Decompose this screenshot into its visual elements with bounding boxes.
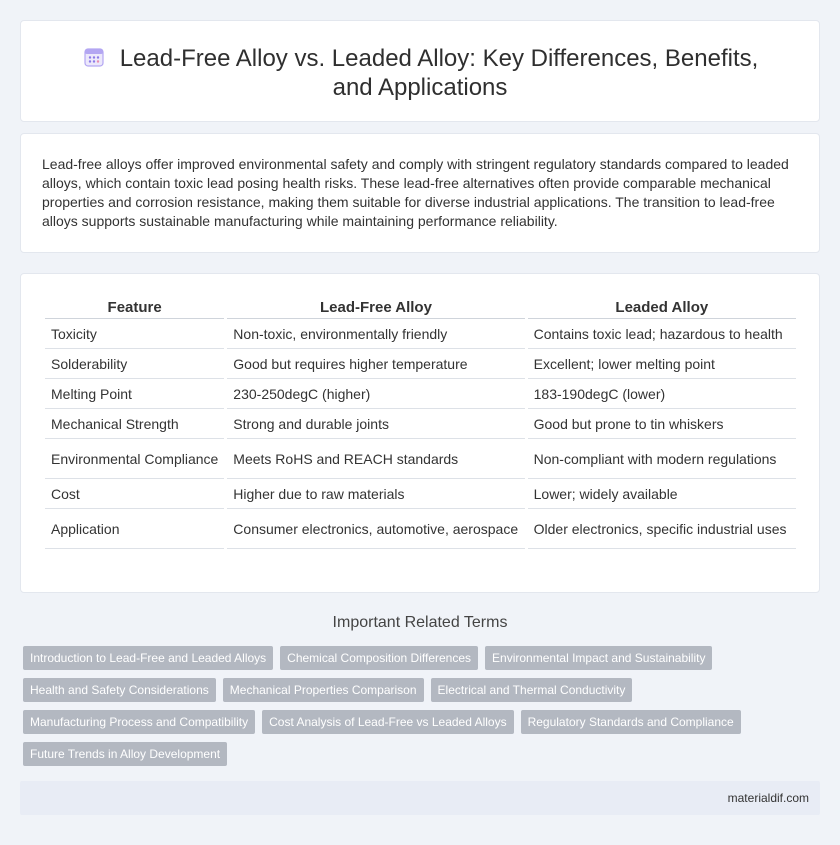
table-row [45,509,796,549]
table-cell: Lower; widely available [528,479,796,509]
table-cell: Good but requires higher temperature [227,349,524,379]
footer [20,781,820,815]
comparison-table-card [20,273,820,593]
table-cell: Cost [45,479,224,509]
tag-row [23,710,823,734]
tag-row [23,742,823,766]
related-term-tag[interactable]: Chemical Composition Differences [280,646,478,670]
table-row [45,379,796,409]
table-cell: Higher due to raw materials [227,479,524,509]
calendar-icon [82,45,106,69]
table-row [45,319,796,349]
page-title: Lead-Free Alloy vs. Leaded Alloy: Key Differences, Benefits, and Applications [119,45,759,101]
table-row [45,479,796,509]
table-cell: Non-toxic, environmentally friendly [227,319,524,349]
table-cell: Older electronics, specific industrial uses [528,509,796,549]
tag-row [23,678,823,702]
table-cell: Melting Point [45,379,224,409]
table-cell: 183-190degC (lower) [528,379,796,409]
related-term-tag[interactable]: Cost Analysis of Lead-Free vs Leaded Alloys [262,710,513,734]
table-row [45,409,796,439]
table-cell: Excellent; lower melting point [528,349,796,379]
related-term-tag[interactable]: Future Trends in Alloy Development [23,742,227,766]
footer-site-link[interactable]: materialdif.com [727,791,809,805]
page-title-wrap [21,44,819,102]
table-header-row [45,296,796,319]
table-cell: Toxicity [45,319,224,349]
table-cell: Strong and durable joints [227,409,524,439]
related-term-tag[interactable]: Mechanical Properties Comparison [223,678,424,702]
table-cell: Mechanical Strength [45,409,224,439]
comparison-table [42,296,799,549]
title-card [20,20,820,122]
table-cell: Solderability [45,349,224,379]
related-term-tag[interactable]: Introduction to Lead-Free and Leaded Alloys [23,646,273,670]
table-row [45,439,796,479]
table-cell: Contains toxic lead; hazardous to health [528,319,796,349]
table-cell: Consumer electronics, automotive, aerospace [227,509,524,549]
related-term-tag[interactable]: Regulatory Standards and Compliance [521,710,741,734]
related-term-tag[interactable]: Electrical and Thermal Conductivity [431,678,633,702]
column-header: Lead-Free Alloy [227,296,524,319]
related-term-tag[interactable]: Manufacturing Process and Compatibility [23,710,255,734]
table-row [45,349,796,379]
table-cell: Good but prone to tin whiskers [528,409,796,439]
intro-card [20,133,820,253]
table-cell: 230-250degC (higher) [227,379,524,409]
related-terms-tags [23,646,823,774]
table-cell: Meets RoHS and REACH standards [227,439,524,479]
column-header: Leaded Alloy [528,296,796,319]
intro-paragraph: Lead-free alloys offer improved environmental safety and comply with stringent regulatory standards compared to leaded alloys, which contain toxic lead posing health risks. These lead-free alternatives often provide comparable mechanical properties and corrosion resistance, making them suitable for diverse industrial applications. The transition to lead-free alloys supports sustainable manufacturing while maintaining performance reliability. [42,156,789,229]
table-cell: Non-compliant with modern regulations [528,439,796,479]
table-cell: Environmental Compliance [45,439,224,479]
related-term-tag[interactable]: Environmental Impact and Sustainability [485,646,712,670]
related-term-tag[interactable]: Health and Safety Considerations [23,678,216,702]
table-cell: Application [45,509,224,549]
tag-row [23,646,823,670]
column-header: Feature [45,296,224,319]
related-terms-heading: Important Related Terms [332,614,508,631]
